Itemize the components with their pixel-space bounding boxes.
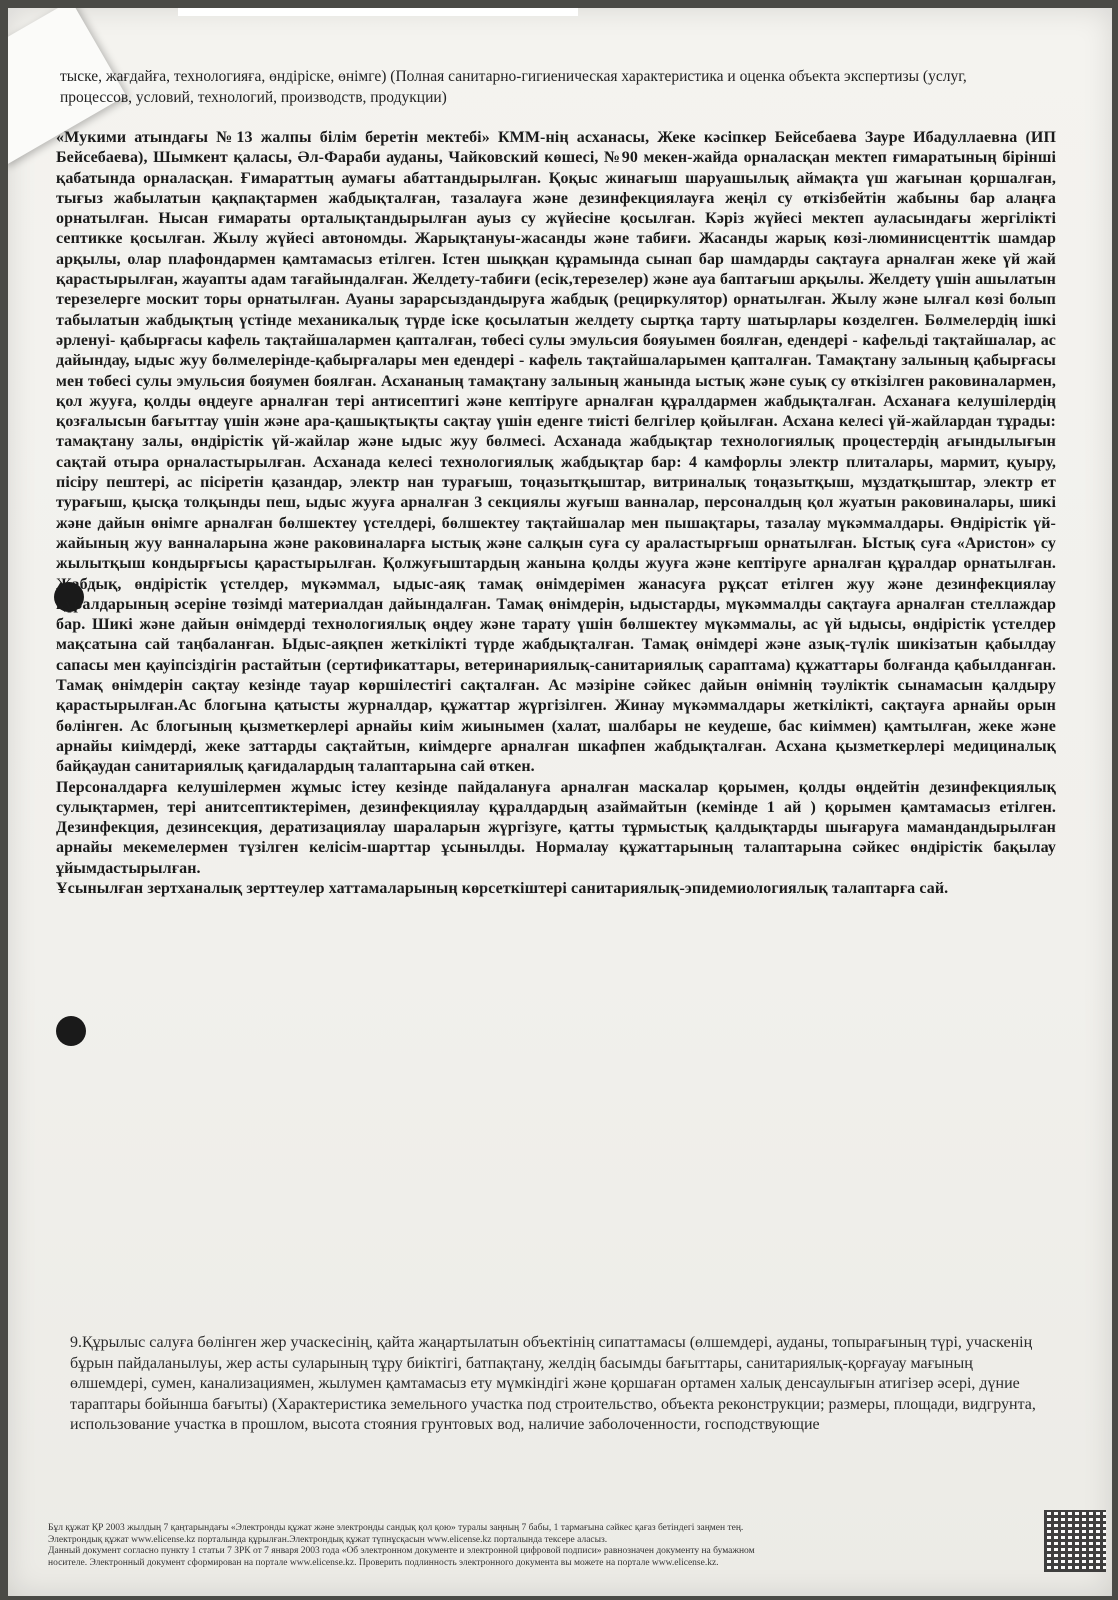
body-paragraph: «Мукими атындағы №13 жалпы білім беретін мектебі» КММ-нің асханасы, Жеке кәсіпкер Бейсебаева Зауре Ибадуллаевна (ИП Бейсебаева), Шымкент қаласы, Әл-Фараби ауданы, Чайковский көшесі, №90 мекен-жайда орналасқан мектеп ғимаратының бірінші қабатында орналасқан. Ғимараттың аумағы абаттандырылған. Қоқыс жинағыш шаруашылық аймақта үш жағынан қоршалған, тығыз жабылатын қақпақтармен жабдықталған, тазалауға және дезинфекциялауға жеңіл су өткізбейтін жабыны бар алаңға орнатылған. Нысан ғимараты орталықтандырылған ауыз су жүйесіне қосылған. Кәріз жүйесі мектеп ауласындағы жергілікті септикке қосылған. Жылу жүйесі автономды. Жарықтануы-жасанды және табиғи. Жасанды жарық көзі-люминисценттік шамдар арқылы, олар плафондармен қамтамасыз етілген. Істен шыққан құрамында сынап бар шамдарды сақтауға арналған жеке үй жай қарастырылған, жауапты адам тағайындалған. Желдету-табиғи (есік,терезелер) және ауа баптағыш арқылы. Желдету үшін ашылатын терезелерге москит торы орнатылған. Ауаны зарарсыздандыруға жабдық (рециркулятор) орнатылған. Жылу және ылғал көзі болып табылатын жабдықтың үстінде механикалық түрде іске қосылатын желдету сыртқа тарту шатырлары көзделген. Бөлмелердің ішкі әрленуі- қабырғасы кафель тақтайшалармен қапталған, төбесі сулы эмульсия бояуымен боялған, едендері - кафельді тақтайшалар, ас дайындау, ыдыс жуу бөлмелерінде-қабырғалары мен едендері - кафель тақтайшаларымен қапталған. Тамақтану залының қабырғасы мен төбесі сулы эмульсия бояумен боялған. Асхананың тамақтану залының жанында ыстық және суық су өткізілген раковиналармен, қол жууға, қолды өңдеуге арналған тері антисептигі және кептіруге арналған құралдармен жабдықталған. Асханаға келушілердің қозғалысын бағыттау үшін және ара-қашықтықты сақтау үшін еденге тиісті белгілер қойылған. Асхана келесі үй-жайлардан тұрады: тамақтану залы, өндірістік үй-жайлар және ыдыс жуу бөлмесі. Асханада жабдықтар технологиялық процестердің ағындылығын сақтай отыра орналастырылған. Асханада келесі технологиялық жабдықтар бар: 4 камфорлы электр плиталары, мармит, қуыру, пісіру пештері, ас пісіретін қазандар, электр нан турағыш, тоңазытқыштар, витриналық тоңазытқыш, мұздатқыштар, электр ет турағыш, қысқа толқынды пеш, ыдыс жууға арналған 3 секциялы жуғыш ванналар, персоналдың қол жуатын раковиналары, шикі және дайын өнімге арналған бөлшектеу үстелдері, бөлшектеу тақтайшалар мен пышақтары, тазалау мүкәммалдары. Өндірістік үй-жайының жуу ванналарына және раковиналарға ыстық және салқын суға су араластырғыш орнатылған. Ыстық суға «Аристон» су жылытқыш кондырғысы қарастырылған. Қолжуғыштардың жанына қолды жууға және кептіруге арналған құралдар орнатылған. Жабдық, өндірістік үстелдер, мүкәммал, ыдыс-аяқ тамақ өнімдерімен жанасуға рұқсат етілген жуу және дезинфекциялау құралдарының әсеріне төзімді материалдан дайындалған. Тамақ өнімдерін, ыдыстарды, мүкәммалды сақтауға арналған стеллаждар бар. Шикі және дайын өнімдерді технологиялық өңдеу және тарату үшін бөлшектеу мүкәммалы, ас үй ыдысы, өндірістік үстелдер мақсатына сай таңбаланған. Ыдыс-аяқпен жеткілікті түрде жабдықталған. Тамақ өнімдері және азық-түлік шикізатын қабылдау сапасы мен қауіпсіздігін растайтын (сертификаттары, ветеринариялық-санитариялық сараптама) құжаттары болғанда қабылданған. Тамақ өнімдерін сақтау кезінде тауар көршілестігі сақталған. Ас мәзіріне сәйкес дайын өнімнің тәуліктік сынамасын қалдыру қарастырылған.Ас блогына қатысты журналдар, құжаттар жүргізілген. Жинау мүкәммалдары жеткілікті, сақтауға арнайы орын бөлінген. Ас блогының қызметкерлері арнайы киім жиынымен (халат, шалбары не кеудеше, бас киіммен) қамтылған, жеке және арнайы киімдерді, жеке заттарды сақтайтын, киімдерге арналған шкафпен жабдықталған. Асхана қызметкерлері медициналық байқаудан санитариялық қағидалардың талаптарына сай өткен. (56, 129, 1056, 776)
top-paper-strip (178, 8, 578, 16)
body-paragraph: Ұсынылған зертханалық зерттеулер хаттамаларының көрсеткіштері санитариялық-эпидемиологиялық талаптарға сай. (56, 879, 949, 897)
footer-line: Данный документ согласно пункту 1 статьи 7 ЗРК от 7 января 2003 года «Об электронном документе и электронной цифровой подписи» равнозначен документу на бумажном (48, 1546, 755, 1556)
section-9: 9.Құрылыс салуға бөлінген жер учаскесінің, қайта жаңартылатын объектінің сипаттамасы (өлшемдері, ауданы, топырағының түрі, учаскенің бұрын пайдаланылуы, жер асты суларының тұру биіктігі, батпақтану, желдің басымды бағыттары, санитариялық-қорғауау мағының өлшемдері, сумен, канализациямен, жылумен қамтамасыз ету мүмкіндігі және қоршаған ортамен халық денсаулығын атигізер әсері, дүние тараптары бойынша бағыты) (Характеристика земельного участка под строительство, объекта реконструкции; размеры, площади, видгрунта, использование участка в прошлом, высота стояния грунтовых вод, наличие заболоченности, господствующие (70, 1334, 1036, 1433)
footer-line: носителе. Электронный документ сформирован на портале www.elicense.kz. Проверить подлинность электронного документа вы можете на портале www.elicense.kz. (48, 1557, 719, 1568)
qr-code-icon (1044, 1510, 1106, 1572)
footer-line: Электрондық құжат www.elicense.kz порталында құрылған.Электрондық құжат түпнұсқасын www.elicense.kz порталында тексере аласыз. (48, 1534, 608, 1545)
footer-line: Бұл құжат ҚР 2003 жылдың 7 қаңтарындағы «Электронды құжат және электронды сандық қол қою» туралы заңның 7 бабы, 1 тармағына сәйкес қағаз бетіндегі заңмен тең. (48, 1523, 744, 1533)
legal-footer (48, 1523, 1038, 1569)
intro-heading: тыске, жағдайға, технологияға, өндіріске, өнімге) (Полная санитарно-гигиеническая характеристика и оценка объекта экспертизы (услуг, процессов, условий, технологий, производств, продукции) (60, 68, 967, 106)
main-body (56, 128, 1056, 899)
body-paragraph: Персоналдарға келушілермен жұмыс істеу кезінде пайдалануға арналған маскалар қорымен, қолды өңдейтін дезинфекциялық сулықтармен, тері анитсептиктерімен, дезинфекциялау құралдардың азаймайтын (кемінде 1 ай ) қорымен қамтамасыз етілген. Дезинфекция, дезинсекция, дератизациялау шараларын жүргізуге, қатты тұрмыстық қалдықтарды шығаруға мамандандырылған арнайы мекемелермен түзілген келісім-шарттар ұсынылды. Нормалау құжаттарының талаптарына сәйкес өндірістік бақылау ұйымдастырылған. (56, 778, 1056, 877)
document-page (8, 8, 1112, 1596)
punch-hole (56, 1016, 86, 1046)
